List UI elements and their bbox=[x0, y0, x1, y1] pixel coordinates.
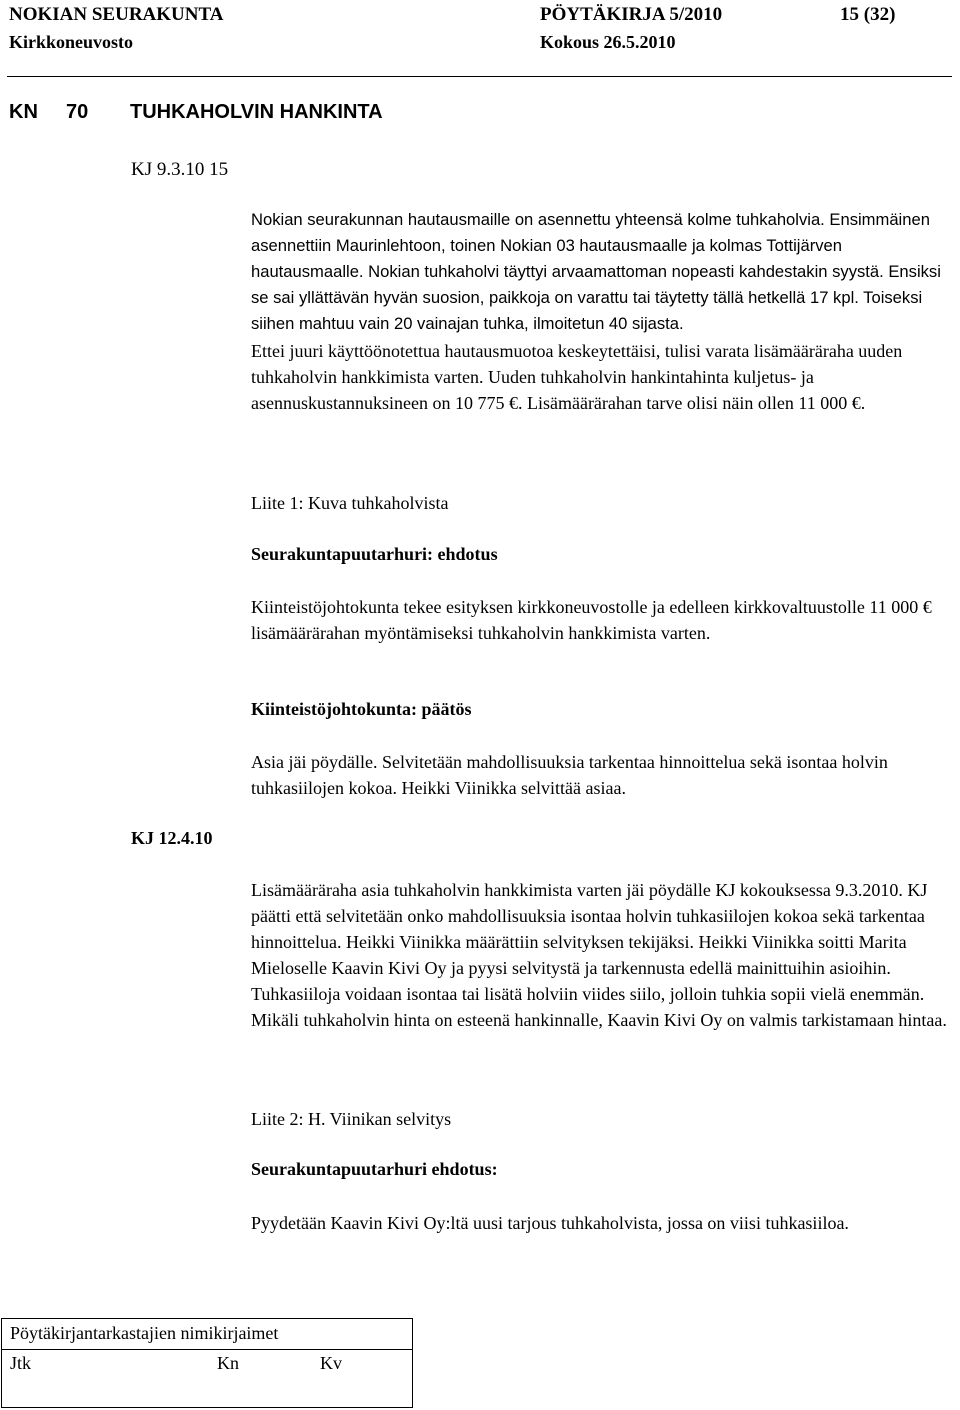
proposal-2-heading: Seurakuntapuutarhuri ehdotus: bbox=[251, 1159, 498, 1179]
attachment-1: Liite 1: Kuva tuhkaholvista bbox=[251, 493, 449, 513]
section-title: TUHKAHOLVIN HANKINTA bbox=[130, 101, 383, 123]
signature-jtk: Jtk bbox=[10, 1353, 32, 1373]
page-number: 15 (32) bbox=[840, 4, 896, 25]
body-name: Kirkkoneuvosto bbox=[9, 32, 134, 52]
header-divider bbox=[7, 76, 952, 77]
investigation-paragraph: Lisämääräraha asia tuhkaholvin hankkimista varten jäi pöydälle KJ kokouksessa 9.3.2010. KJ päätti että selvitetään onko mahdollisuuksia isontaa holvin tuhkasiilojen kokoa sekä tarkentaa hinnoittelua. Heikki Viinikka määrättiin selvityksen tekijäksi. Heikki Viinikka soitti Marita Mieloselle Kaavin Kivi Oy ja pyysi selvitystä ja tarkennusta edellä mainittuihin asioihin. Tuhkasiiloja voidaan isontaa tai lisätä holviin viides siilo, jolloin tuhkia sopii vielä enemmän. Mikäli tuhkaholvin hinta on esteenä hankinnalle, Kaavin Kivi Oy on valmis tarkistamaan hintaa. bbox=[251, 880, 947, 1030]
proposal-2-text: Pyydetään Kaavin Kivi Oy:ltä uusi tarjous tuhkaholvista, jossa on viisi tuhkasiiloa. bbox=[251, 1213, 849, 1233]
signature-kv: Kv bbox=[320, 1353, 342, 1373]
meeting-date: Kokous 26.5.2010 bbox=[540, 32, 676, 52]
kj-reference-1: KJ 9.3.10 15 bbox=[131, 159, 229, 180]
signature-kn: Kn bbox=[217, 1353, 239, 1373]
decision-heading: Kiinteistöjohtokunta: päätös bbox=[251, 699, 472, 719]
document-title: PÖYTÄKIRJA 5/2010 bbox=[540, 4, 723, 25]
signature-box-divider bbox=[2, 1349, 412, 1350]
kj-reference-2: KJ 12.4.10 bbox=[131, 828, 213, 848]
proposal-1-text: Kiinteistöjohtokunta tekee esityksen kirkkoneuvostolle ja edelleen kirkkovaltuustolle 11 000 € lisämäärärahan myöntämiseksi tuhkaholvin hankkimista varten. bbox=[251, 597, 932, 643]
proposal-1-heading: Seurakuntapuutarhuri: ehdotus bbox=[251, 544, 498, 564]
decision-text: Asia jäi pöydälle. Selvitetään mahdollisuuksia tarkentaa hinnoittelua sekä isontaa holvin tuhkasiilojen kokoa. Heikki Viinikka selvittää asiaa. bbox=[251, 752, 888, 798]
section-number: 70 bbox=[66, 101, 89, 123]
funding-paragraph: Ettei juuri käyttöönotettua hautausmuotoa keskeytettäisi, tulisi varata lisämääräraha uuden tuhkaholvin hankkimista varten. Uuden tuhkaholvin hankintahinta kuljetus- ja asennuskustannuksineen on 10 775 €. Lisämäärärahan tarve olisi näin ollen 11 000 €. bbox=[251, 341, 903, 413]
signature-box bbox=[1, 1318, 413, 1408]
signature-box-title: Pöytäkirjantarkastajien nimikirjaimet bbox=[10, 1323, 279, 1343]
org-name: NOKIAN SEURAKUNTA bbox=[9, 4, 224, 25]
attachment-2: Liite 2: H. Viinikan selvitys bbox=[251, 1109, 452, 1129]
intro-paragraph: Nokian seurakunnan hautausmaille on asennettu yhteensä kolme tuhkaholvia. Ensimmäinen asennettiin Maurinlehtoon, toinen Nokian 03 hautausmaalle ja kolmas Tottijärven hautausmaalle. Nokian tuhkaholvi täyttyi arvaamattoman nopeasti kahdestakin syystä. Ensiksi se sai yllättävän hyvän suosion, paikkoja on varattu tai täytetty tällä hetkellä 17 kpl. Toiseksi siihen mahtuu vain 20 vainajan tuhka, ilmoitetun 40 sijasta. bbox=[251, 210, 941, 333]
section-kn: KN bbox=[9, 101, 38, 123]
